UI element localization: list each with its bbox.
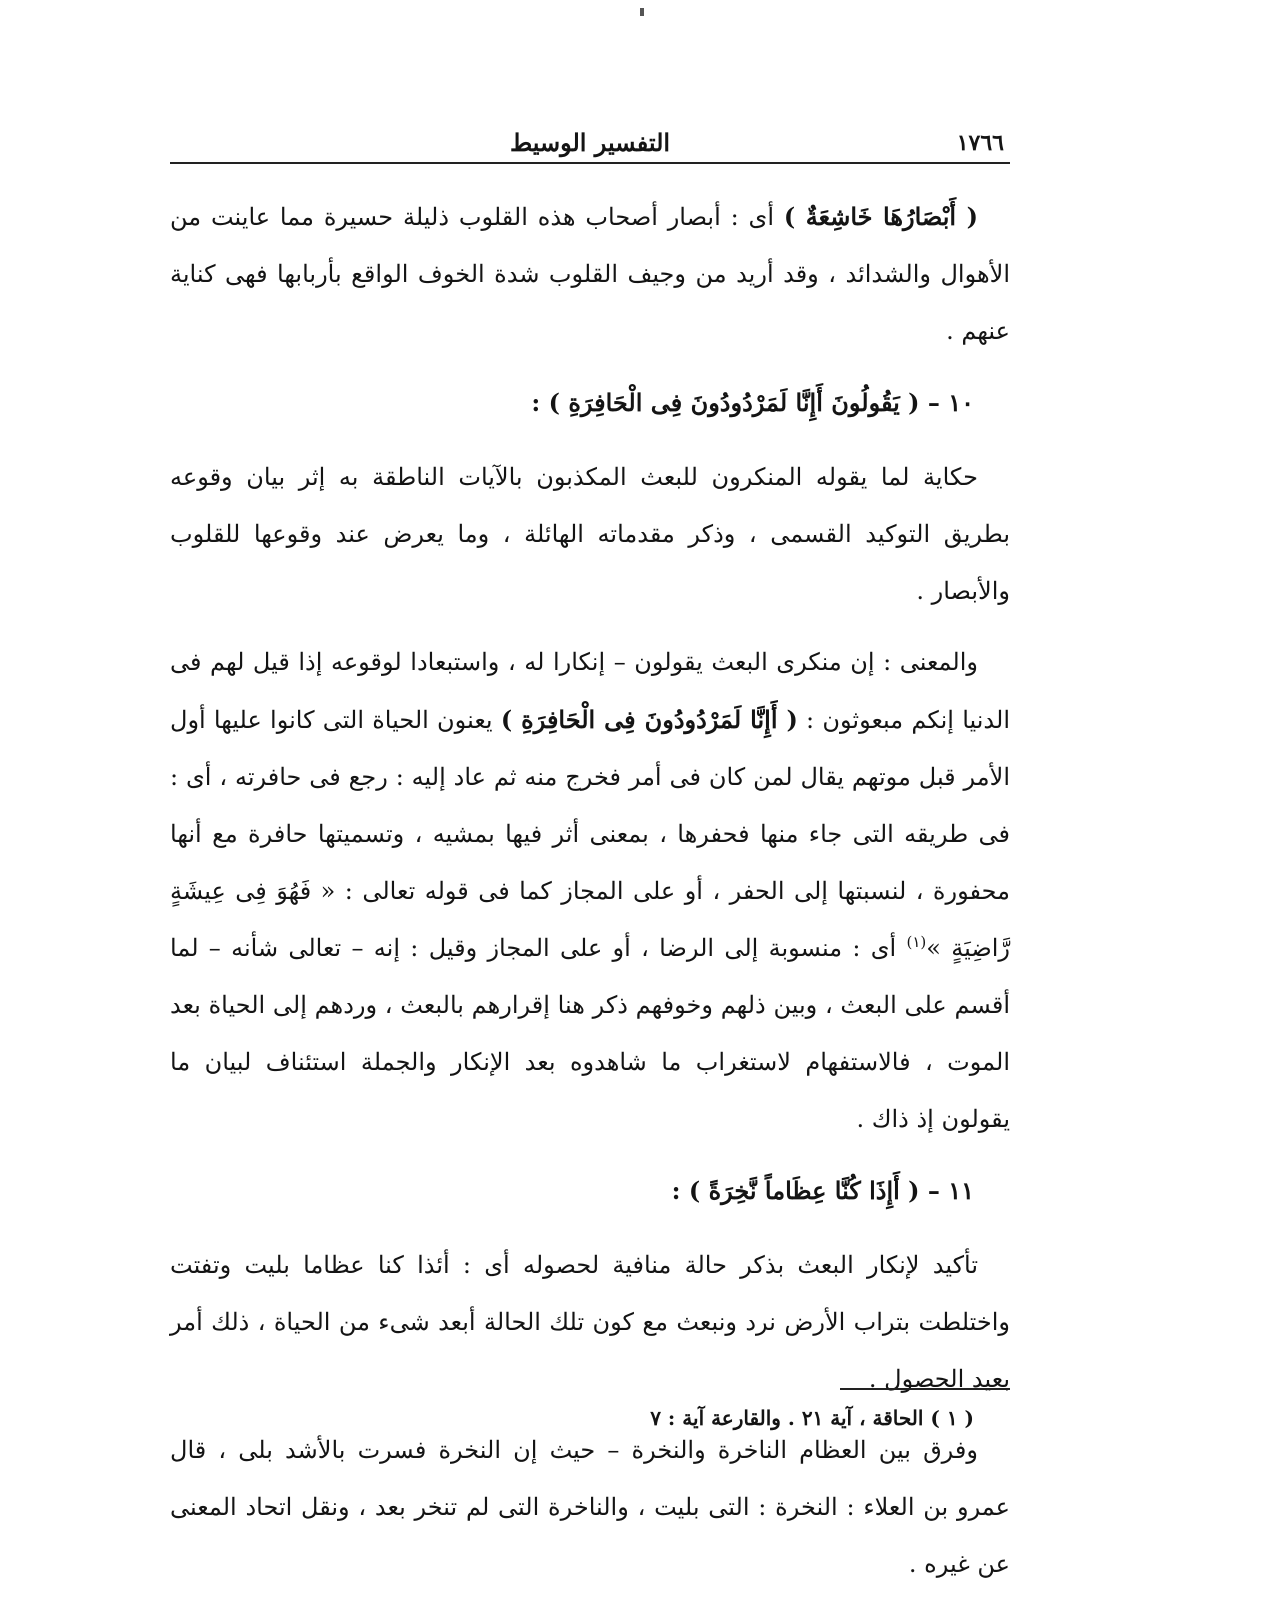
page-number: ١٧٦٦ xyxy=(956,130,1004,156)
verse-heading-11 xyxy=(170,1162,1010,1219)
footnote: ( ١ ) الحاقة ، آية ٢١ . والقارعة آية : ٧ xyxy=(650,1406,974,1430)
verse-heading-11-quote: ( أَإِذَا كُنَّا عِظَاماً نَّخِرَةً ) xyxy=(688,1176,920,1205)
paragraph-1 xyxy=(170,188,1010,360)
verse-heading-10 xyxy=(170,374,1010,431)
paragraph-3-post: يعنون الحياة التى كانوا عليها أول الأمر قبل موتهم يقال لمن كان فى أمر فخرج منه ثم عاد إليه : رجع فى حافرته ، أى : فى طريقه التى جاء منها فحفرها ، بمعنى أثر فيها بمشيه ، وتسميتها حافرة مع أنها محفورة ، لنسبتها إلى الحفر ، أو على المجاز كما فى قوله تعالى : « فَهُوَ فِى عِيشَةٍ رَّاضِيَةٍ » xyxy=(170,706,1011,962)
paragraph-2 xyxy=(170,449,1010,620)
paragraph-3-quote: ( أَإِنَّا لَمَرْدُودُونَ فِى الْحَافِرَةِ ) xyxy=(500,705,798,734)
paragraph-3-post2: أى : منسوبة إلى الرضا ، أو على المجاز وقيل : إنه – تعالى شأنه – لما أقسم على البعث ، وبين ذلهم وخوفهم ذكر هنا إقرارهم بالبعث ، وردهم إلى الحياة بعد الموت ، فالاستفهام لاستغراب ما شاهدوه بعد الإنكار والجملة استئناف لبيان ما يقولون إذ ذاك . xyxy=(170,934,1010,1133)
paragraph-5-text: وفرق بين العظام الناخرة والنخرة – حيث إن النخرة فسرت بالأشد بلى ، قال عمرو بن العلاء : النخرة : التى بليت ، والناخرة التى لم تنخر بعد ، ونقل اتحاد المعنى عن غيره . xyxy=(170,1436,1010,1578)
running-title: التفسير الوسيط xyxy=(509,128,671,157)
paragraph-2-text: حكاية لما يقوله المنكرون للبعث المكذبون بالآيات الناطقة به إثر بيان وقوعه بطريق التوكيد القسمى ، وذكر مقدماته الهائلة ، وما يعرض عند وقوعها للقلوب والأبصار . xyxy=(170,463,1010,605)
paragraph-4 xyxy=(170,1237,1010,1408)
stray-mark xyxy=(640,8,644,16)
book-page xyxy=(170,110,1011,1578)
verse-heading-10-number: ١٠ – xyxy=(919,388,974,417)
header-rule xyxy=(170,162,1010,164)
verse-heading-10-quote: ( يَقُولُونَ أَإِنَّا لَمَرْدُودُونَ فِى الْحَافِرَةِ ) xyxy=(548,388,920,417)
paragraph-1-quote: ( أَبْصَارُهَا خَاشِعَةٌ ) xyxy=(783,202,979,231)
paragraph-5 xyxy=(170,1422,1010,1593)
body-text xyxy=(170,188,1010,1607)
paragraph-3-pre: والمعنى : إن منكرى البعث يقولون – إنكارا له ، واستبعادا لوقوعه إذا قيل لهم فى الدنيا إنكم مبعوثون : xyxy=(170,648,1011,734)
verse-heading-11-number: ١١ – xyxy=(919,1176,974,1205)
verse-heading-11-colon: : xyxy=(671,1176,689,1205)
paragraph-4-text: تأكيد لإنكار البعث بذكر حالة منافية لحصوله أى : أئذا كنا عظاما بليت وتفتت واختلطت بتراب الأرض نرد ونبعث مع كون تلك الحالة أبعد شىء من الحياة ، ذلك أمر بعيد الحصول . xyxy=(170,1251,1010,1393)
paragraph-3 xyxy=(170,634,1010,1148)
paragraph-1-post: أى : أبصار أصحاب هذه القلوب ذليلة حسيرة مما عاينت من الأهوال والشدائد ، وقد أريد من وجيف القلوب شدة الخوف الواقع بأربابها فهى كناية عنهم . xyxy=(170,203,1010,345)
footnote-rule xyxy=(840,1388,1010,1390)
page-header xyxy=(170,124,1010,162)
footnote-reference: (١) xyxy=(906,933,927,951)
verse-heading-10-colon: : xyxy=(531,388,549,417)
